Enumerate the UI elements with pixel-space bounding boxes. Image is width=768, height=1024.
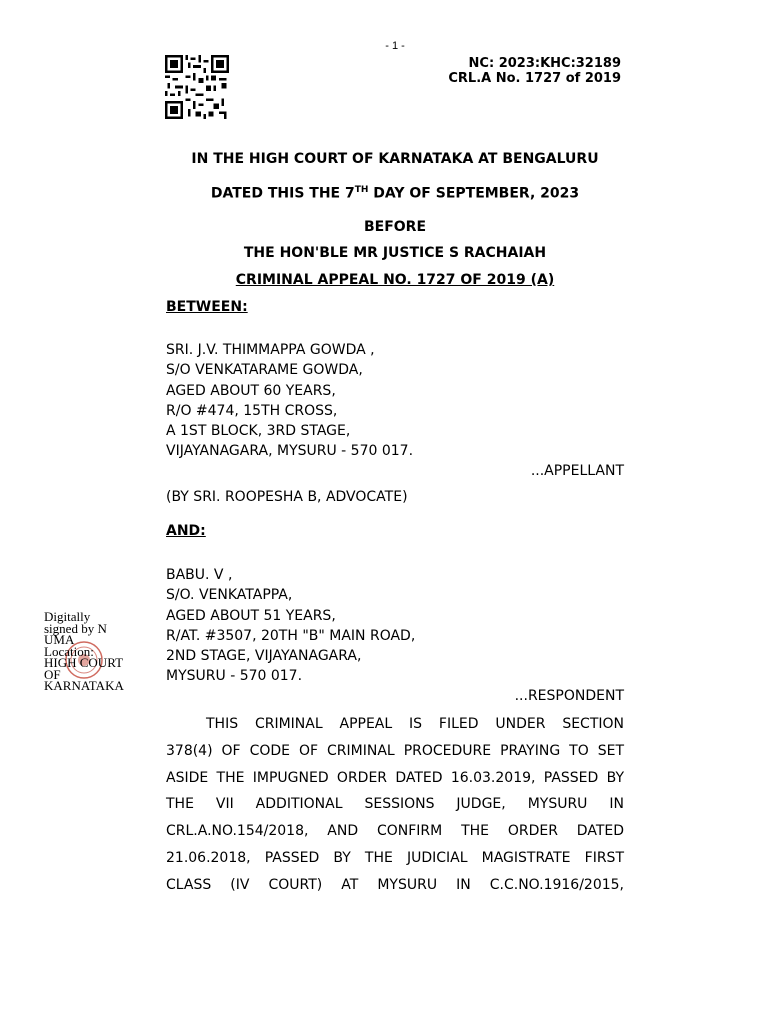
dated-prefix: DATED THIS THE 7: [210, 185, 355, 202]
appeal-title-text: CRIMINAL APPEAL NO. 1727 OF 2019 (A): [235, 272, 555, 288]
appellant-address: [166, 340, 413, 462]
citation-block: [448, 56, 621, 86]
signature-line: HIGH COURT: [44, 655, 124, 670]
digital-signature: [44, 611, 144, 692]
and-label: AND:: [166, 523, 206, 539]
appellant-counsel: (BY SRI. ROOPESHA B, ADVOCATE): [166, 489, 408, 505]
paragraph-line: CRL.A.NO.154/2018, AND CONFIRM THE ORDER DATED: [166, 823, 624, 840]
qr-code: [165, 55, 229, 119]
page-number: - 1 -: [385, 40, 405, 52]
signature-line: KARNATAKA: [44, 678, 124, 693]
case-number: CRL.A No. 1727 of 2019: [448, 71, 621, 86]
signature-line: OF: [44, 666, 61, 682]
respondent-line: MYSURU - 570 017.: [166, 668, 303, 685]
respondent-line: S/O. VENKATAPPA,: [166, 587, 293, 604]
between-label: BETWEEN:: [166, 299, 248, 315]
justice-name: THE HON'BLE MR JUSTICE S RACHAIAH: [243, 245, 547, 261]
paragraph-line: ASIDE THE IMPUGNED ORDER DATED 16.03.2019, PASSED BY: [166, 769, 624, 786]
respondent-line: 2ND STAGE, VIJAYANAGARA,: [166, 648, 362, 665]
paragraph-line: CLASS (IV COURT) AT MYSURU IN C.C.NO.1916/2015,: [166, 876, 624, 893]
paragraph-line: 21.06.2018, PASSED BY THE JUDICIAL MAGISTRATE FIRST: [166, 849, 624, 866]
signature-line: signed by N: [44, 620, 107, 636]
appellant-line: R/O #474, 15TH CROSS,: [166, 402, 338, 419]
signature-line: Location:: [44, 643, 94, 659]
body-paragraph: [166, 711, 624, 899]
appellant-line: SRI. J.V. THIMMAPPA GOWDA ,: [166, 342, 375, 358]
paragraph-line: THE VII ADDITIONAL SESSIONS JUDGE, MYSURU IN: [166, 796, 624, 813]
appellant-role: ...APPELLANT: [530, 463, 624, 479]
appellant-line: AGED ABOUT 60 YEARS,: [166, 382, 336, 399]
neutral-citation: NC: 2023:KHC:32189: [468, 56, 621, 71]
appellant-line: S/O VENKATARAME GOWDA,: [166, 362, 363, 379]
signature-line: UMA: [44, 632, 75, 647]
respondent-line: BABU. V ,: [166, 567, 233, 583]
dated-line: [166, 185, 624, 202]
appeal-title: [166, 272, 624, 288]
paragraph-line: THIS CRIMINAL APPEAL IS FILED UNDER SECTION: [206, 716, 624, 732]
respondent-line: AGED ABOUT 51 YEARS,: [166, 607, 336, 624]
dated-suffix: DAY OF SEPTEMBER, 2023: [368, 185, 580, 202]
dated-superscript: TH: [354, 185, 369, 195]
respondent-address: [166, 565, 415, 687]
appellant-line: A 1ST BLOCK, 3RD STAGE,: [166, 423, 351, 440]
appellant-line: VIJAYANAGARA, MYSURU - 570 017.: [166, 443, 414, 460]
before-label: BEFORE: [363, 219, 427, 235]
signature-line: Digitally: [44, 609, 91, 624]
court-title: IN THE HIGH COURT OF KARNATAKA AT BENGALURU: [191, 151, 599, 167]
respondent-line: R/AT. #3507, 20TH "B" MAIN ROAD,: [166, 627, 416, 644]
paragraph-line: 378(4) OF CODE OF CRIMINAL PROCEDURE PRAYING TO SET: [166, 742, 624, 759]
respondent-role: ...RESPONDENT: [514, 688, 624, 704]
